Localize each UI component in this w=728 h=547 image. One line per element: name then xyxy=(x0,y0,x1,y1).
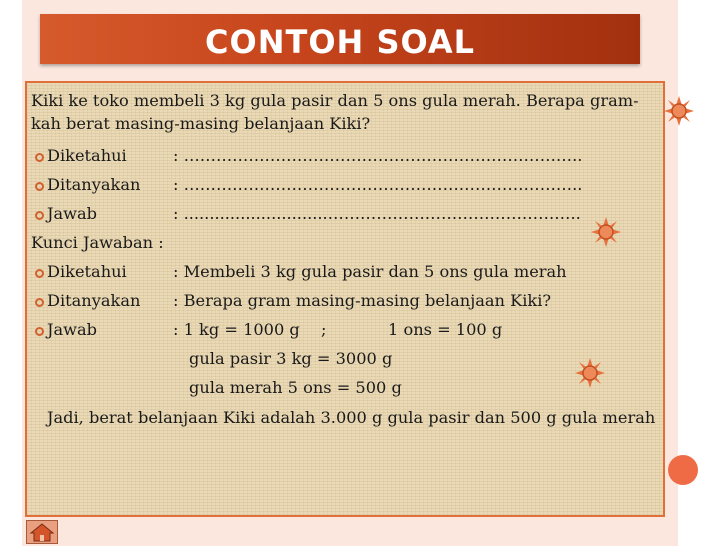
answer-diketahui xyxy=(31,257,659,286)
bullet-icon xyxy=(35,182,44,191)
content-panel xyxy=(25,81,665,517)
decorative-circle xyxy=(668,455,698,485)
calc-line-pasir xyxy=(31,344,659,373)
calc-text: gula merah 5 ons = 500 g xyxy=(189,378,402,397)
bullet-icon xyxy=(35,269,44,278)
calc-text: gula pasir 3 kg = 3000 g xyxy=(189,349,393,368)
bullet-icon xyxy=(35,153,44,162)
answer-heading: Kunci Jawaban : xyxy=(31,233,164,252)
bullet-icon xyxy=(35,211,44,220)
answer-value: : Membeli 3 kg gula pasir dan 5 ons gula merah xyxy=(173,262,567,281)
home-button[interactable] xyxy=(26,520,58,544)
sun-ornament-icon xyxy=(574,357,606,389)
bullet-label: Ditanyakan xyxy=(47,175,141,194)
bullet-value: : ............................……………………………………….. xyxy=(173,204,581,223)
sun-ornament-icon xyxy=(590,216,622,248)
bullet-diketahui xyxy=(31,141,659,170)
answer-label: Jawab xyxy=(47,320,98,339)
slide-title: CONTOH SOAL xyxy=(205,23,475,61)
answer-jawab xyxy=(31,315,659,344)
home-icon xyxy=(27,521,57,543)
answer-separator: ; xyxy=(321,320,327,339)
answer-ditanyakan xyxy=(31,286,659,315)
sun-ornament-icon xyxy=(663,95,695,127)
bullet-value: : ……………………………………………………………….. xyxy=(173,175,583,194)
title-bar xyxy=(40,14,640,64)
bullet-value: : ……………………………………………………………….. xyxy=(173,146,583,165)
answer-label: Diketahui xyxy=(47,262,127,281)
bullet-label: Jawab xyxy=(47,204,98,223)
bullet-label: Diketahui xyxy=(47,146,127,165)
question-text: Kiki ke toko membeli 3 kg gula pasir dan 5 ons gula merah. Berapa gram-kah berat masing-masing belanjaan Kiki? xyxy=(31,91,639,133)
bullet-ditanyakan xyxy=(31,170,659,199)
calc-line-merah xyxy=(31,373,659,402)
conclusion-text: Jadi, berat belanjaan Kiki adalah 3.000 g gula pasir dan 500 g gula merah xyxy=(47,408,656,427)
answer-value: : Berapa gram masing-masing belanjaan Kiki? xyxy=(173,291,552,310)
answer-label: Ditanyakan xyxy=(47,291,141,310)
answer-value-ons: 1 ons = 100 g xyxy=(388,320,503,339)
content-body xyxy=(31,89,659,435)
answer-value: : 1 kg = 1000 g xyxy=(173,320,300,339)
bullet-jawab xyxy=(31,199,659,228)
bullet-icon xyxy=(35,327,44,336)
bullet-icon xyxy=(35,298,44,307)
